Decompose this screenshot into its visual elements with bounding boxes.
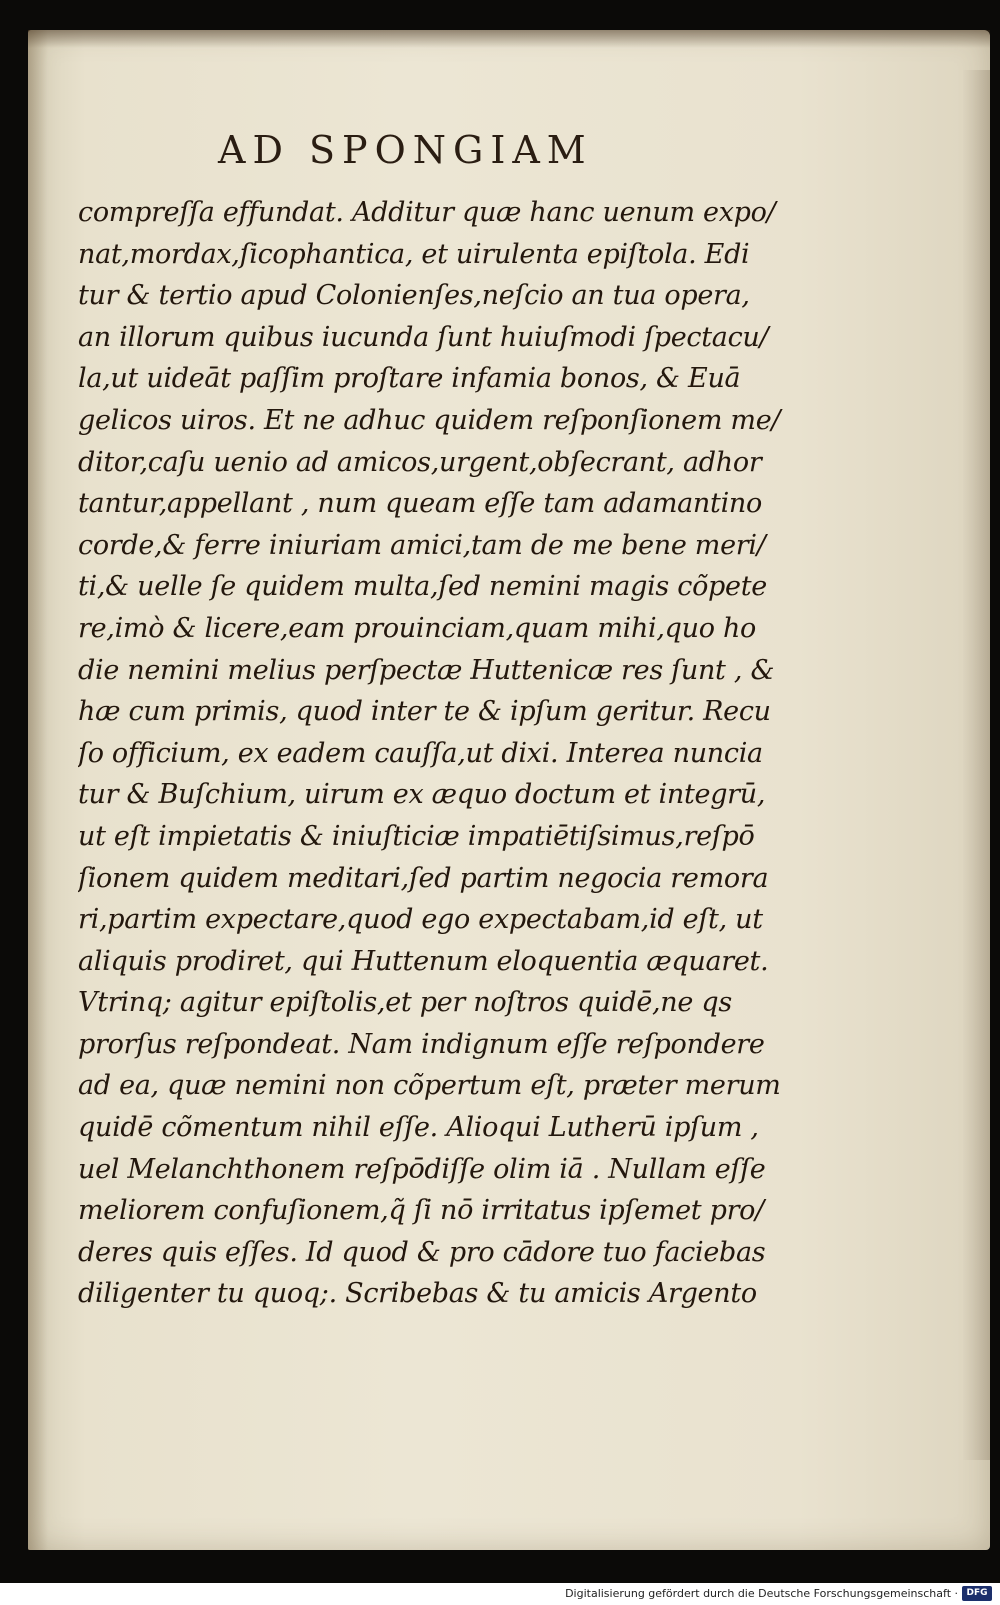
text-line: nat,mordax,ſicophantica, et uirulenta epiſtola. Edi	[78, 238, 750, 270]
text-line: ſo officium, ex eadem cauſſa,ut dixi. Interea nuncia	[78, 737, 763, 769]
text-line: quidē cõmentum nihil eſſe. Alioqui Lutherū ipſum ,	[78, 1112, 759, 1144]
page-right-edge	[962, 70, 990, 1460]
running-header: AD SPONGIAM	[218, 128, 593, 172]
text-line: uel Melanchthonem reſpōdiſſe olim iā . Nullam eſſe	[78, 1153, 766, 1185]
text-line: meliorem confuſionem,q̃ ſi nō irritatus ipſemet pro/	[78, 1195, 764, 1227]
text-line: an illorum quibus iucunda ſunt huiuſmodi ſpectacu/	[78, 321, 769, 353]
text-line: ti,& uelle ſe quidem multa,ſed nemini magis cõpete	[78, 571, 767, 603]
dfg-logo: DFG	[962, 1586, 992, 1601]
text-line: deres quis eſſes. Id quod & pro cādore tuo faciebas	[78, 1236, 766, 1268]
text-line: compreſſa effundat. Additur quæ hanc uenum expo/	[78, 197, 776, 228]
text-line: diligenter tu quoq;. Scribebas & tu amicis Argento	[78, 1278, 757, 1310]
page-gutter-shadow	[28, 30, 48, 1550]
body-text	[78, 192, 798, 1315]
text-line: ad ea, quæ nemini non cõpertum eſt, præter merum	[78, 1070, 781, 1102]
text-line: Vtrinq; agitur epiſtolis,et per noſtros quidē,ne qs	[78, 987, 732, 1019]
text-line: prorſus reſpondeat. Nam indignum eſſe reſpondere	[78, 1028, 765, 1060]
text-line: aliquis prodiret, qui Huttenum eloquentia æquaret.	[78, 945, 769, 977]
text-line: ut eſt impietatis & iniuſticiæ impatiētiſsimus,reſpō	[78, 820, 755, 852]
text-line: gelicos uiros. Et ne adhuc quidem reſponſionem me/	[78, 404, 781, 436]
text-line: tur & Buſchium, uirum ex æquo doctum et integrū,	[78, 779, 766, 811]
text-line: tantur,appellant , num queam eſſe tam adamantino	[78, 488, 762, 520]
text-line: re,imò & licere,eam prouinciam,quam mihi,quo ho	[78, 612, 757, 644]
text-line: corde,& ferre iniuriam amici,tam de me bene meri/	[78, 529, 766, 561]
text-line: tur & tertio apud Colonienſes,neſcio an tua opera,	[78, 280, 750, 312]
text-line: la,ut uideāt paſſim proſtare infamia bonos, & Euā	[78, 363, 741, 395]
text-line: die nemini melius perſpectæ Huttenicæ res ſunt , &	[78, 654, 775, 686]
text-line: ditor,caſu uenio ad amicos,urgent,obſecrant, adhor	[78, 446, 762, 478]
text-line: hæ cum primis, quod inter te & ipſum geritur. Recu	[78, 696, 771, 728]
funding-credit: Digitalisierung gefördert durch die Deutsche Forschungsgemeinschaft ·	[565, 1587, 958, 1600]
text-line: ri,partim expectare,quod ego expectabam,id eſt, ut	[78, 904, 763, 936]
page-top-edge	[28, 30, 990, 48]
text-line: ſionem quidem meditari,ſed partim negocia remora	[78, 862, 769, 894]
